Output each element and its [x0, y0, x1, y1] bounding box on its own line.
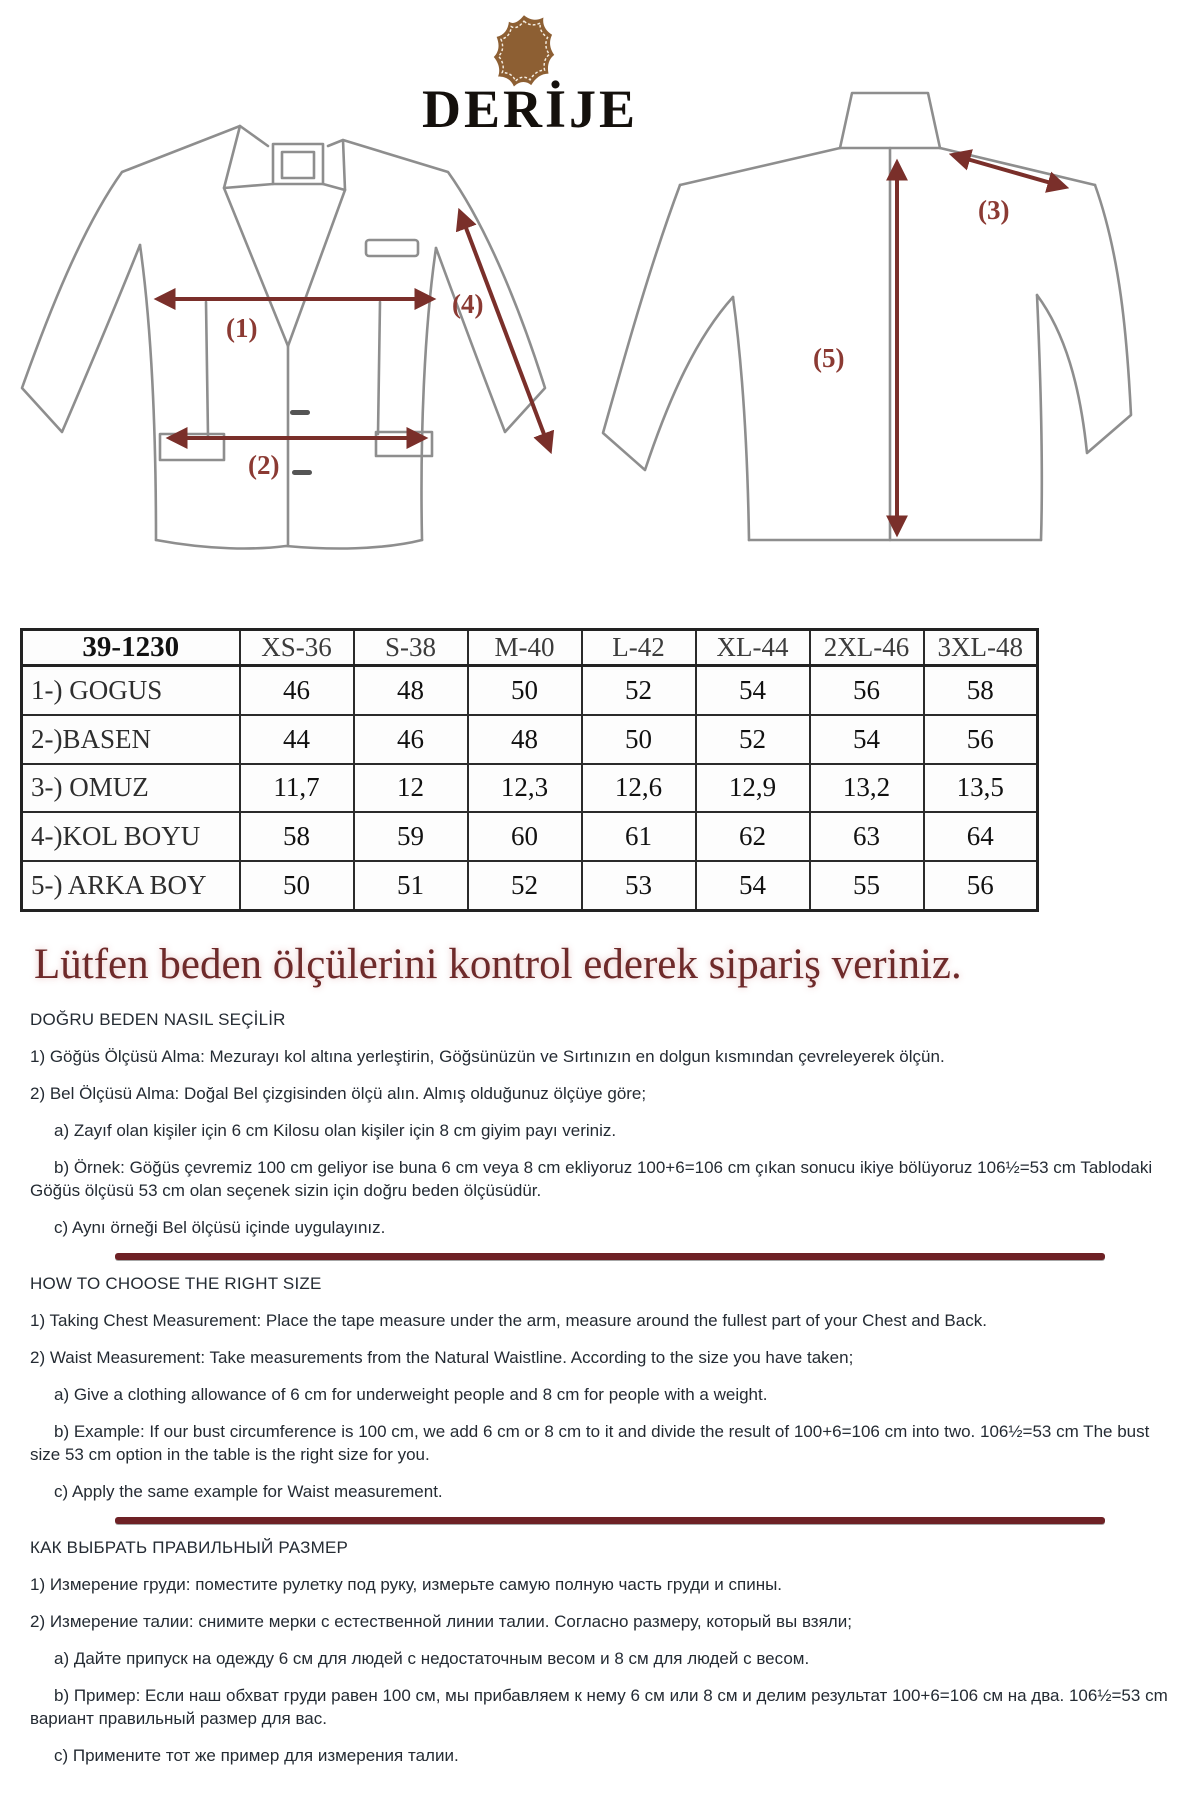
table-cell: 48: [354, 666, 468, 715]
back-length-label: (5): [813, 343, 845, 373]
shoulder-label: (3): [978, 195, 1010, 225]
table-row-omuz: [22, 764, 1038, 813]
size-table: [20, 628, 1039, 912]
table-cell: 12: [354, 764, 468, 813]
right-flap-pocket: [376, 432, 432, 456]
tr-line-a: a) Zayıf olan kişiler için 6 cm Kilosu olan kişiler için 8 cm giyim payı veriniz.: [54, 1121, 617, 1140]
en-line-1: 1) Taking Chest Measurement: Place the tape measure under the arm, measure around the fullest part of your Chest and Back.: [30, 1311, 987, 1330]
size-table-header-row: [22, 630, 1038, 666]
table-cell: 56: [924, 861, 1038, 910]
table-row-kol-boyu: [22, 812, 1038, 861]
table-cell: 58: [240, 812, 354, 861]
table-row-arka-boy: [22, 861, 1038, 910]
size-column-header: 2XL-46: [810, 630, 924, 666]
table-cell: 12,6: [582, 764, 696, 813]
ru-line-2: 2) Измерение талии: снимите мерки с естественной линии талии. Согласно размеру, который вы взяли;: [30, 1612, 852, 1631]
ru-line-1: 1) Измерение груди: поместите рулетку под руку, измерьте самую полную часть груди и спины.: [30, 1575, 783, 1594]
table-cell: 62: [696, 812, 810, 861]
table-cell: 60: [468, 812, 582, 861]
table-cell: 13,2: [810, 764, 924, 813]
brand-name: DERİJE: [421, 79, 639, 139]
section-heading-en: HOW TO CHOOSE THE RIGHT SIZE: [30, 1274, 322, 1293]
section-heading-tr: DOĞRU BEDEN NASIL SEÇİLİR: [30, 1010, 286, 1029]
collar: [840, 93, 940, 148]
table-cell: 52: [696, 715, 810, 764]
order-warning-headline: Lütfen beden ölçülerini kontrol ederek sipariş veriniz.: [34, 941, 962, 988]
instructions-block: [30, 1008, 1176, 1781]
tr-line-2: 2) Bel Ölçüsü Alma: Doğal Bel çizgisinden ölçü alın. Almış olduğunuz ölçüye göre;: [30, 1084, 647, 1103]
shoulder-measure-arrow: [953, 155, 1065, 187]
table-cell: 53: [582, 861, 696, 910]
table-cell: 46: [240, 666, 354, 715]
ru-line-a: а) Дайте припуск на одежду 6 см для людей с недостаточным весом и 8 см для людей с весом.: [54, 1649, 810, 1668]
table-cell: 64: [924, 812, 1038, 861]
table-cell: 12,9: [696, 764, 810, 813]
table-cell: 50: [240, 861, 354, 910]
table-cell: 59: [354, 812, 468, 861]
table-cell: 52: [468, 861, 582, 910]
en-line-b: b) Example: If our bust circumference is 100 cm, we add 6 cm or 8 cm to it and divide the result of 100+6=106 cm into two. 106½=53 cm The bust size 53 cm option in the table is the right size for you.: [30, 1422, 1150, 1464]
ru-line-c: c) Примените тот же пример для измерения талии.: [54, 1746, 459, 1765]
table-cell: 50: [468, 666, 582, 715]
en-line-2: 2) Waist Measurement: Take measurements from the Natural Waistline. According to the size you have taken;: [30, 1348, 854, 1367]
model-code: 39-1230: [22, 630, 240, 666]
hip-label: (2): [248, 450, 280, 480]
row-label: 3-) OMUZ: [22, 764, 240, 813]
table-cell: 58: [924, 666, 1038, 715]
en-line-c: c) Apply the same example for Waist measurement.: [54, 1482, 443, 1501]
front-jacket-outline: [22, 126, 545, 548]
buttons: [290, 410, 312, 475]
front-jacket-diagram: [10, 100, 570, 562]
section-heading-ru: КАК ВЫБРАТЬ ПРАВИЛЬНЫЙ РАЗМЕР: [30, 1538, 349, 1557]
table-cell: 11,7: [240, 764, 354, 813]
tr-line-1: 1) Göğüs Ölçüsü Alma: Mezurayı kol altına yerleştirin, Göğsünüzün ve Sırtınızın en dolgun kısmından çevreleyerek ölçün.: [30, 1047, 945, 1066]
size-column-header: XS-36: [240, 630, 354, 666]
size-column-header: L-42: [582, 630, 696, 666]
section-divider: [115, 1253, 1105, 1260]
table-cell: 63: [810, 812, 924, 861]
table-cell: 56: [810, 666, 924, 715]
table-cell: 56: [924, 715, 1038, 764]
table-row-gogus: [22, 666, 1038, 715]
table-row-basen: [22, 715, 1038, 764]
table-cell: 54: [810, 715, 924, 764]
row-label: 4-)KOL BOYU: [22, 812, 240, 861]
row-label: 1-) GOGUS: [22, 666, 240, 715]
chest-label: (1): [226, 313, 258, 343]
sleeve-measure-arrow: [460, 212, 550, 450]
row-label: 2-)BASEN: [22, 715, 240, 764]
table-cell: 50: [582, 715, 696, 764]
row-label: 5-) ARKA BOY: [22, 861, 240, 910]
tr-line-c: c) Aynı örneği Bel ölçüsü içinde uygulayınız.: [54, 1218, 386, 1237]
tr-line-b: b) Örnek: Göğüs çevremiz 100 cm geliyor ise buna 6 cm veya 8 cm ekliyoruz 100+6=106 cm çıkan sonucu ikiye bölüyoruz 106½=53 cm Tablodaki Göğüs ölçüsü 53 cm olan seçenek sizin için doğru beden ölçüsüdür.: [30, 1158, 1153, 1200]
size-column-header: S-38: [354, 630, 468, 666]
section-divider: [115, 1517, 1105, 1524]
table-cell: 12,3: [468, 764, 582, 813]
size-column-header: 3XL-48: [924, 630, 1038, 666]
ru-line-b: b) Пример: Если наш обхват груди равен 100 см, мы прибавляем к нему 6 см или 8 см и делим результат 100+6=106 см на два. 106½=53 cm вариант правильный размер для вас.: [30, 1686, 1168, 1728]
table-cell: 13,5: [924, 764, 1038, 813]
table-cell: 55: [810, 861, 924, 910]
table-cell: 61: [582, 812, 696, 861]
en-line-a: a) Give a clothing allowance of 6 cm for underweight people and 8 cm for people with a weight.: [54, 1385, 768, 1404]
size-column-header: M-40: [468, 630, 582, 666]
back-jacket-diagram: [575, 85, 1135, 555]
table-cell: 52: [582, 666, 696, 715]
table-cell: 51: [354, 861, 468, 910]
sleeve-label: (4): [452, 289, 484, 319]
breast-pocket: [366, 240, 418, 256]
table-cell: 46: [354, 715, 468, 764]
size-column-header: XL-44: [696, 630, 810, 666]
table-cell: 54: [696, 666, 810, 715]
table-cell: 44: [240, 715, 354, 764]
back-jacket-outline: [603, 93, 1131, 540]
table-cell: 54: [696, 861, 810, 910]
table-cell: 48: [468, 715, 582, 764]
